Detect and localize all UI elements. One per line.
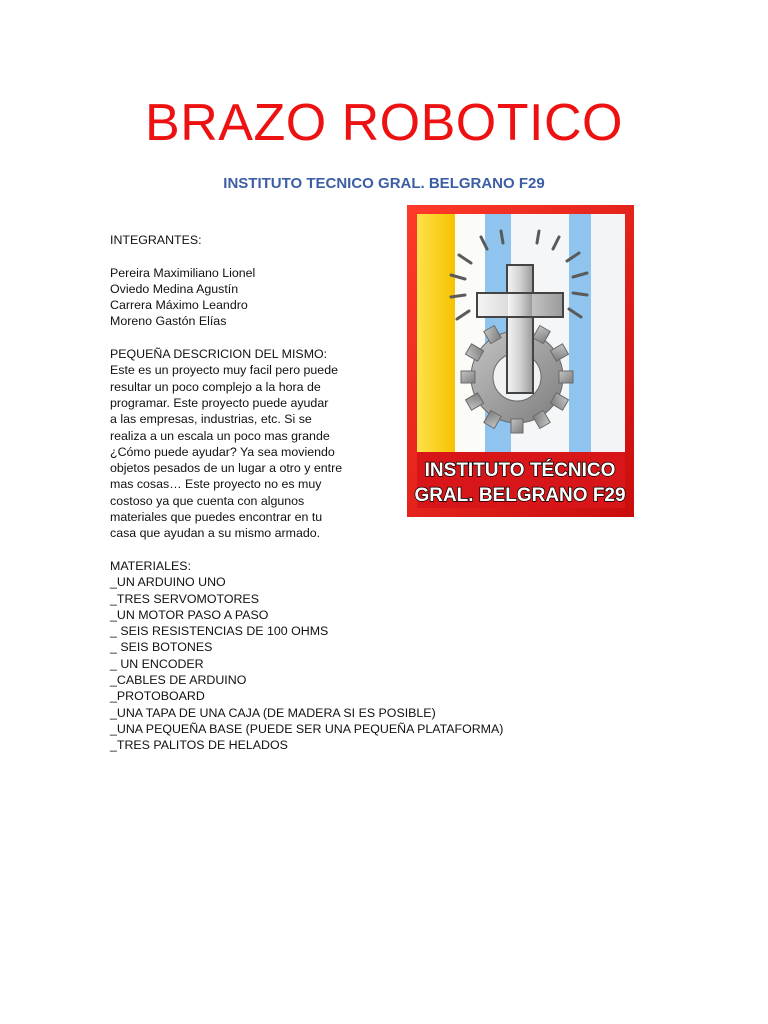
document-subtitle: INSTITUTO TECNICO GRAL. BELGRANO F29 [223, 175, 545, 192]
members-heading: INTEGRANTES: [110, 233, 202, 247]
material-item: _UN MOTOR PASO A PASO [110, 607, 269, 622]
material-item: _ SEIS BOTONES [110, 640, 213, 655]
material-item: _TRES PALITOS DE HELADOS [110, 738, 288, 753]
description-line: programar. Este proyecto puede ayudar [110, 395, 329, 410]
material-item: _UNA PEQUEÑA BASE (PUEDE SER UNA PEQUEÑA PLATAFORMA) [110, 721, 504, 736]
materials-section [110, 558, 503, 754]
material-item: _UNA TAPA DE UNA CAJA (DE MADERA SI ES POSIBLE) [110, 705, 436, 720]
logo-line-2: GRAL. BELGRANO F29 [414, 485, 626, 506]
school-crest-cross-gear-icon [407, 205, 634, 517]
materials-heading: MATERIALES: [110, 558, 192, 573]
description-line: realiza a un escala un poco mas grande [110, 428, 330, 443]
description-heading: PEQUEÑA DESCRICION DEL MISMO: [110, 347, 328, 362]
description-line: a las empresas, industrias, etc. Si se [110, 412, 312, 427]
material-item: _CABLES DE ARDUINO [110, 673, 247, 688]
material-item: _ SEIS RESISTENCIAS DE 100 OHMS [110, 624, 329, 639]
school-logo [407, 205, 634, 517]
material-item: _UN ARDUINO UNO [110, 575, 226, 590]
logo-line-1: INSTITUTO TÉCNICO [424, 460, 616, 481]
document-title: BRAZO ROBOTICO [145, 94, 623, 152]
description-line: Este es un proyecto muy facil pero puede [110, 363, 338, 378]
material-item: _ UN ENCODER [110, 656, 204, 671]
description-line: costoso ya que cuenta con algunos [110, 493, 305, 508]
description-line: mas cosas… Este proyecto no es muy [110, 477, 322, 492]
member-name: Carrera Máximo Leandro [110, 298, 248, 313]
member-name: Moreno Gastón Elías [110, 314, 227, 329]
member-name: Oviedo Medina Agustín [110, 281, 239, 296]
description-line: objetos pesados de un lugar a otro y entre [110, 461, 343, 476]
material-item: _PROTOBOARD [110, 689, 205, 704]
member-name: Pereira Maximiliano Lionel [110, 265, 256, 280]
description-line: resultar un poco complejo a la hora de [110, 379, 321, 394]
description-line: casa que ayudan a su mismo armado. [110, 526, 321, 541]
description-line: materiales que puedes encontrar en tu [110, 510, 323, 525]
description-line: ¿Cómo puede ayudar? Ya sea moviendo [110, 444, 335, 459]
material-item: _TRES SERVOMOTORES [110, 591, 259, 606]
